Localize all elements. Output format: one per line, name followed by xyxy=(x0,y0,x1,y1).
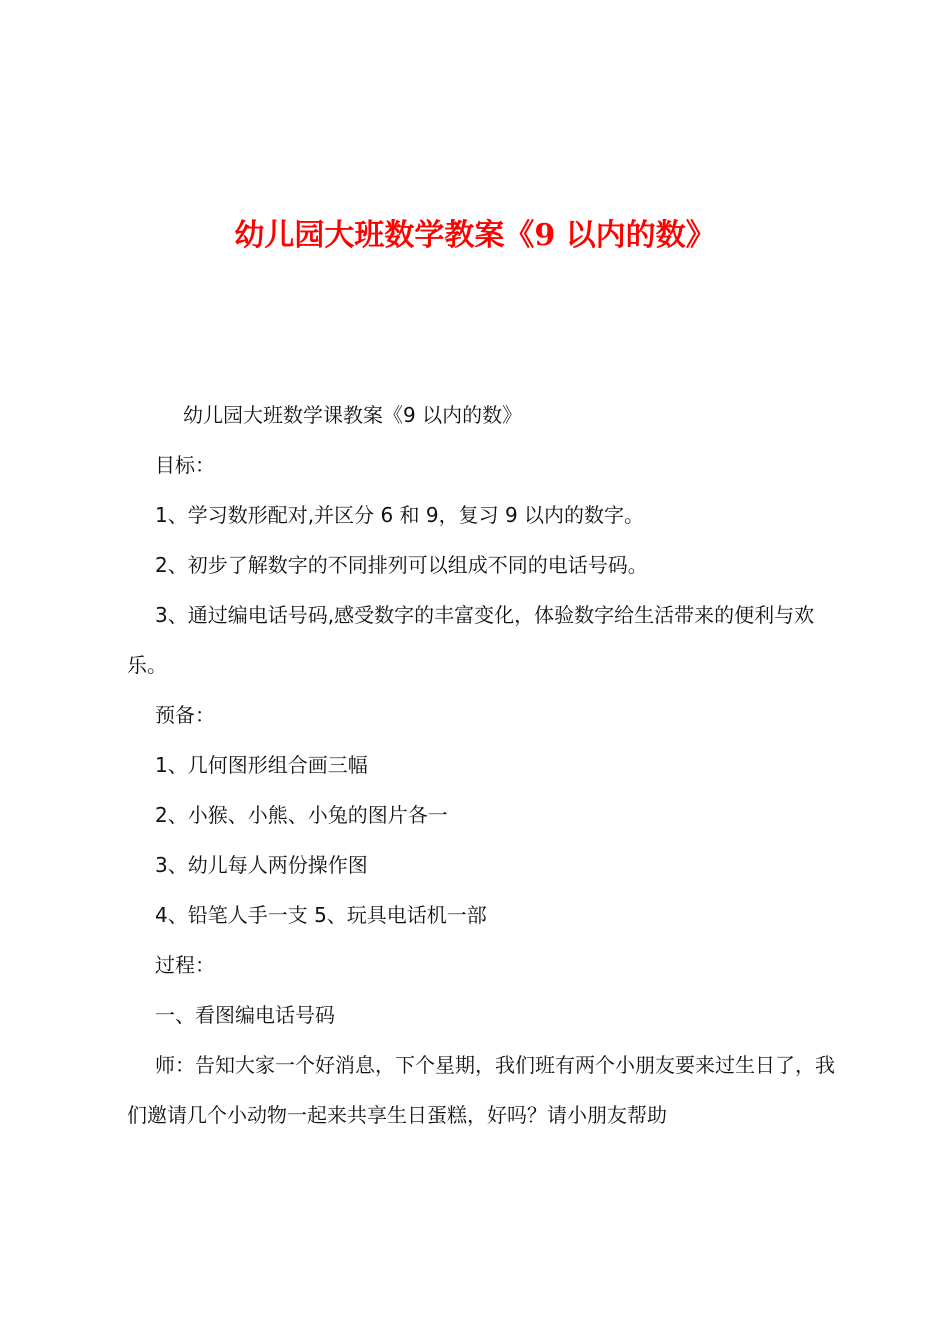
paragraph-prep-1: 1、几何图形组合画三幅 xyxy=(155,753,368,777)
paragraph-step-1: 一、看图编电话号码 xyxy=(155,1003,335,1027)
paragraph-goal-3: 3、通过编电话号码,感受数字的丰富变化，体验数字给生活带来的便利与欢乐。 xyxy=(127,603,815,677)
paragraph-prep-2: 2、小猴、小熊、小兔的图片各一 xyxy=(155,803,448,827)
paragraph-prep-3: 3、幼儿每人两份操作图 xyxy=(155,853,368,877)
paragraph-prep-heading: 预备： xyxy=(155,703,215,727)
paragraph-goals-heading: 目标： xyxy=(155,453,215,477)
paragraph-subtitle: 幼儿园大班数学课教案《9 以内的数》 xyxy=(183,403,523,427)
paragraph-goal-1: 1、学习数形配对,并区分 6 和 9，复习 9 以内的数字。 xyxy=(155,503,645,527)
document-body xyxy=(127,390,837,1140)
paragraph-prep-4: 4、铅笔人手一支 5、玩具电话机一部 xyxy=(155,903,487,927)
paragraph-teacher-dialogue: 师：告知大家一个好消息，下个星期，我们班有两个小朋友要来过生日了，我们邀请几个小动物一起来共享生日蛋糕，好吗？请小朋友帮助 xyxy=(127,1053,835,1127)
document-title: 幼儿园大班数学教案《9 以内的数》 xyxy=(234,218,716,253)
paragraph-process-heading: 过程： xyxy=(155,953,215,977)
paragraph-goal-2: 2、初步了解数字的不同排列可以组成不同的电话号码。 xyxy=(155,553,648,577)
